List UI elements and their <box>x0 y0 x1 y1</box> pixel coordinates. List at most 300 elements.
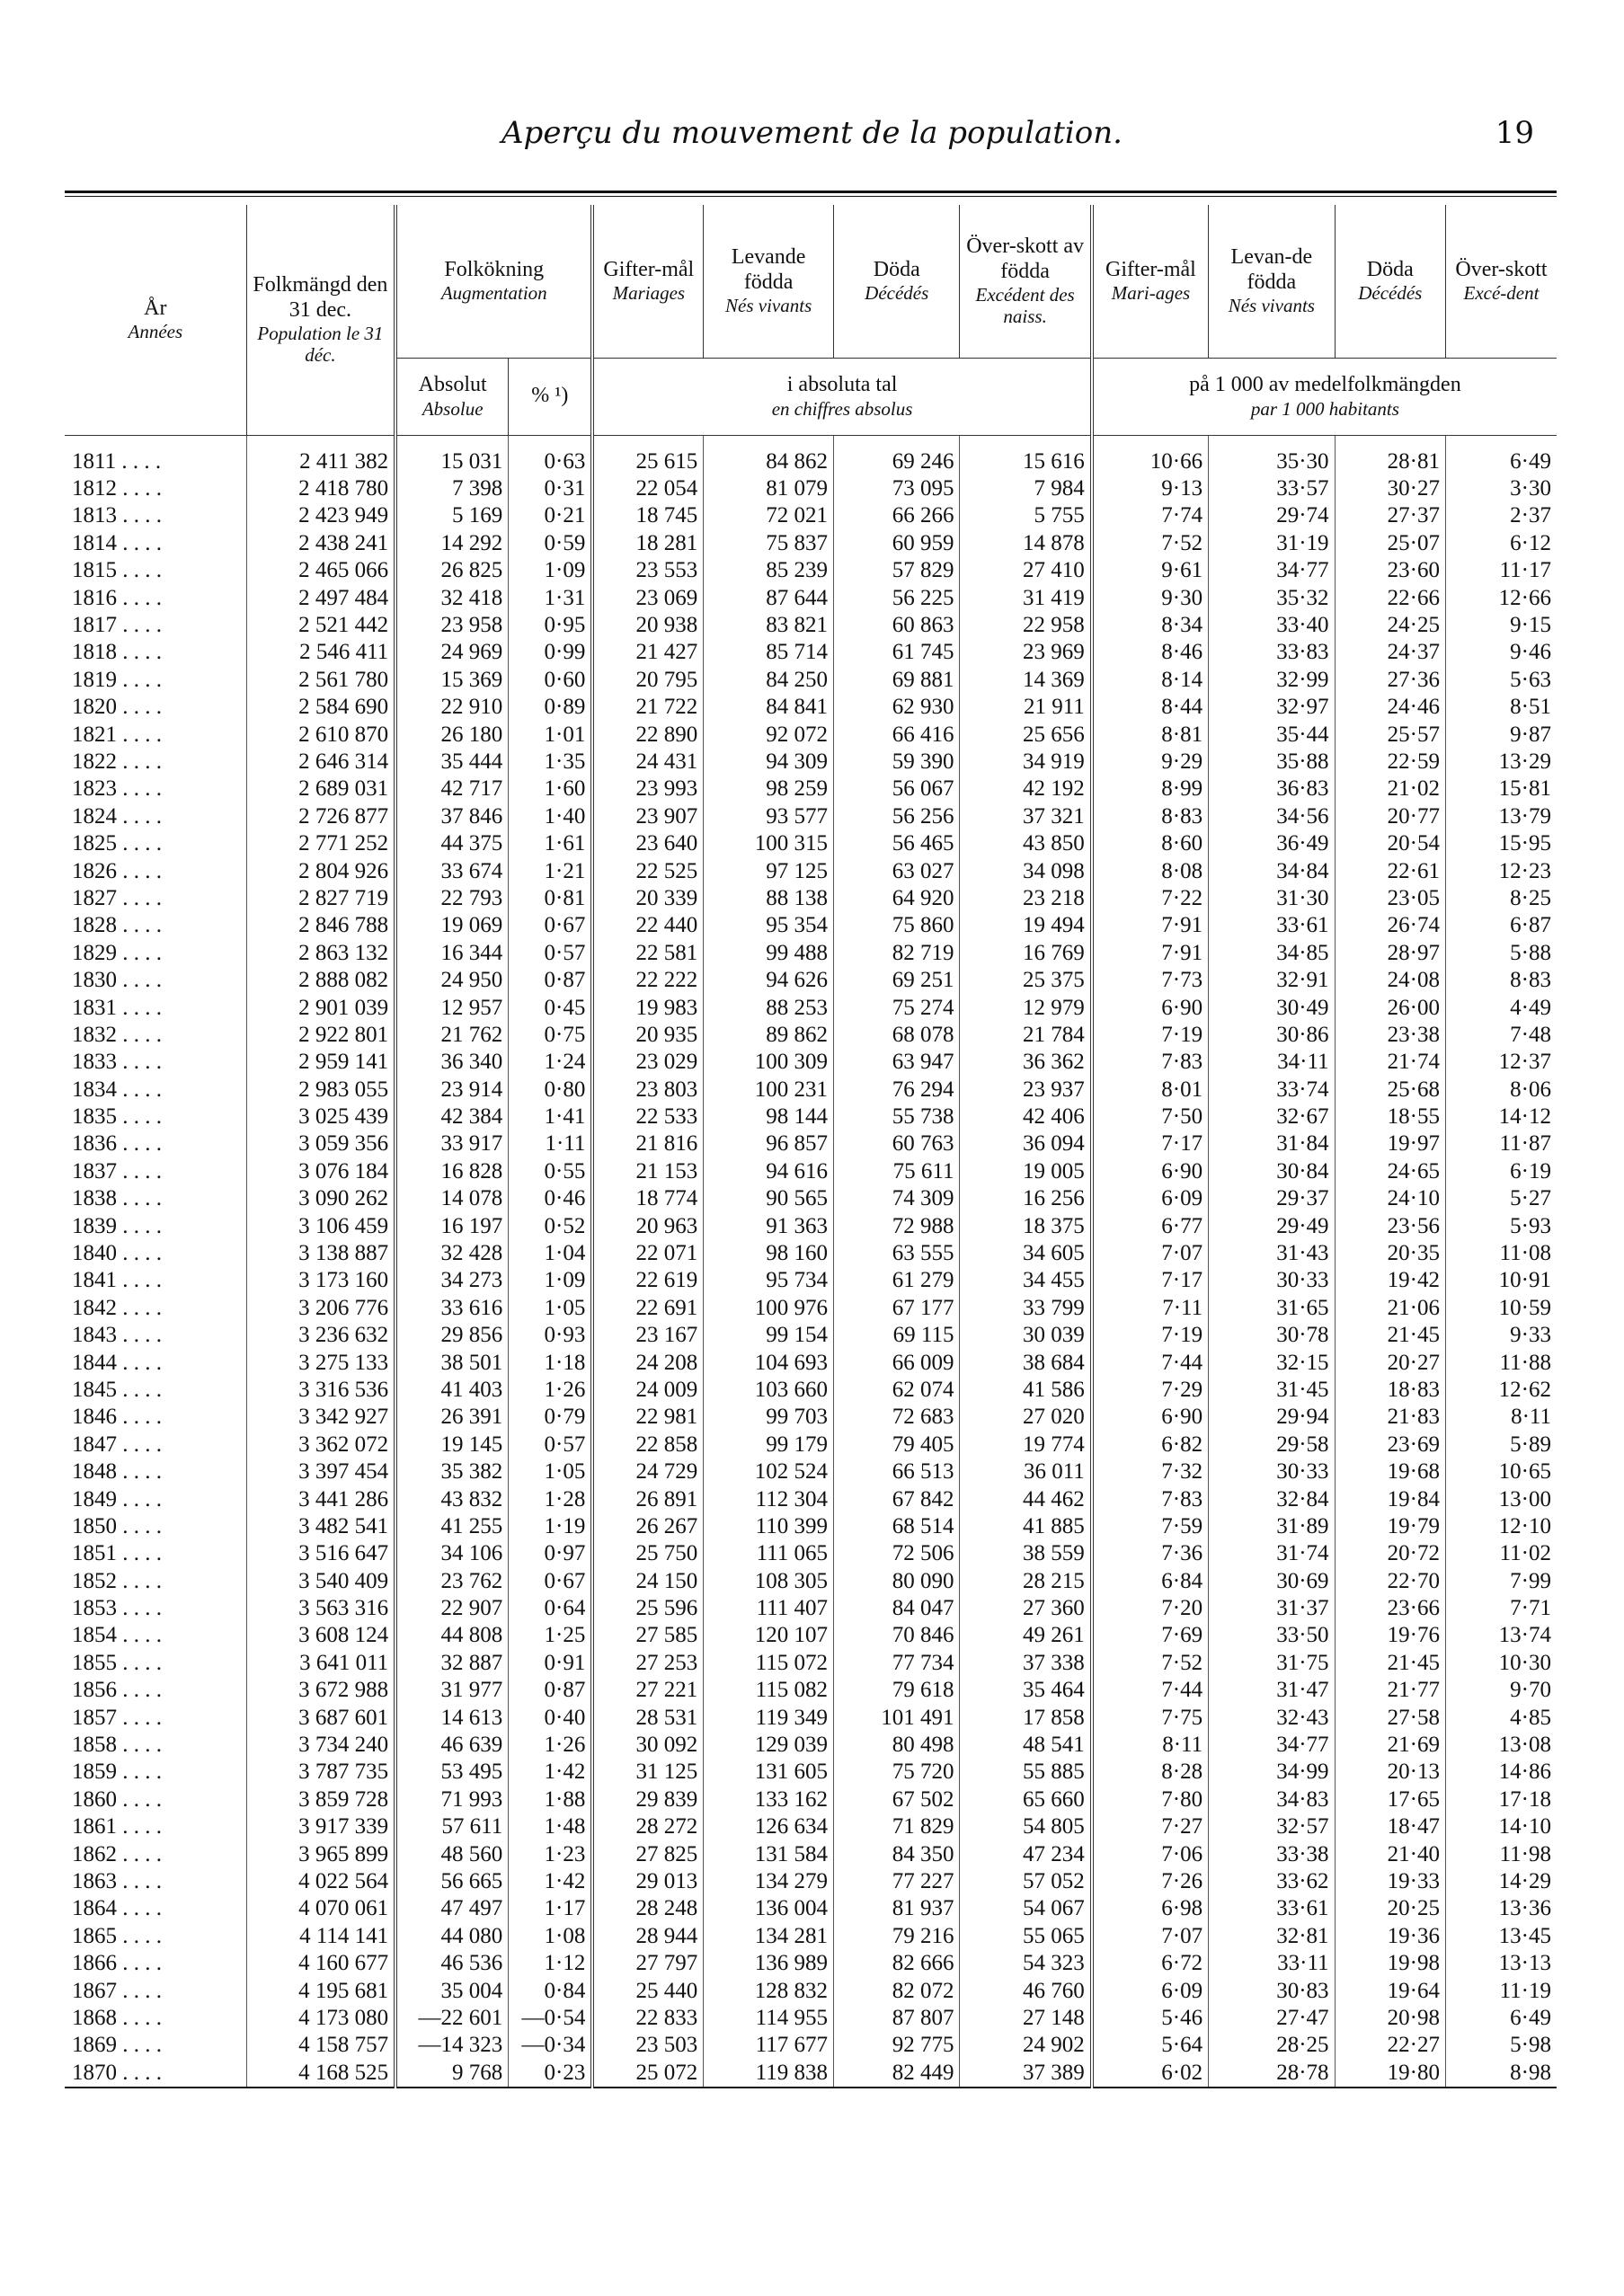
cell-births: 120 107 <box>704 1622 834 1649</box>
cell-increase-abs: 23 914 <box>395 1076 509 1103</box>
cell-births: 98 259 <box>704 776 834 802</box>
cell-excess: 54 805 <box>960 1813 1092 1840</box>
cell-rate-excess: 15·95 <box>1445 830 1557 857</box>
cell-rate-deaths: 19·36 <box>1335 1923 1445 1950</box>
cell-deaths: 71 829 <box>834 1813 960 1840</box>
cell-marriages: 27 253 <box>592 1650 703 1677</box>
cell-births: 83 821 <box>704 612 834 639</box>
cell-rate-deaths: 21·40 <box>1335 1840 1445 1867</box>
cell-increase-abs: 9 768 <box>395 2060 509 2088</box>
cell-year: 1856 . . . . <box>72 1678 162 1703</box>
cell-population: 3 076 184 <box>246 1158 395 1185</box>
cell-marriages: 22 890 <box>592 721 703 748</box>
cell-rate-births: 32·91 <box>1209 967 1335 994</box>
cell-increase-pct: 1·42 <box>509 1759 593 1786</box>
cell-population: 3 516 647 <box>246 1540 395 1567</box>
col-population-header: Folkmängd den 31 dec. Population le 31 déc. <box>246 205 395 435</box>
cell-rate-excess: 8·98 <box>1445 2060 1557 2088</box>
cell-rate-excess: 5·89 <box>1445 1432 1557 1458</box>
cell-increase-pct: 1·88 <box>509 1786 593 1813</box>
cell-rate-excess: 4·49 <box>1445 994 1557 1021</box>
cell-population: 2 423 949 <box>246 502 395 529</box>
cell-deaths: 82 719 <box>834 940 960 967</box>
population-table <box>65 205 1557 2088</box>
cell-births: 115 082 <box>704 1677 834 1704</box>
cell-rate-births: 32·97 <box>1209 694 1335 721</box>
cell-population: 3 138 887 <box>246 1240 395 1267</box>
table-row <box>65 639 1557 666</box>
cell-marriages: 18 281 <box>592 530 703 557</box>
cell-rate-excess: 6·49 <box>1445 2005 1557 2032</box>
table-row <box>65 1677 1557 1704</box>
cell-births: 94 309 <box>704 749 834 776</box>
cell-deaths: 63 027 <box>834 857 960 884</box>
cell-rate-excess: 13·74 <box>1445 1622 1557 1649</box>
cell-increase-pct: 1·26 <box>509 1732 593 1759</box>
cell-excess: 54 067 <box>960 1895 1092 1922</box>
cell-births: 102 524 <box>704 1458 834 1485</box>
cell-population: 3 787 735 <box>246 1759 395 1786</box>
cell-rate-births: 31·65 <box>1209 1295 1335 1322</box>
cell-year: 1845 . . . . <box>72 1377 162 1402</box>
cell-excess: 15 616 <box>960 435 1092 475</box>
cell-rate-deaths: 21·06 <box>1335 1295 1445 1322</box>
cell-increase-pct: 0·81 <box>509 885 593 912</box>
cell-increase-abs: 23 762 <box>395 1568 509 1595</box>
cell-births: 98 144 <box>704 1104 834 1130</box>
cell-rate-deaths: 21·77 <box>1335 1677 1445 1704</box>
cell-marriages: 20 795 <box>592 667 703 694</box>
cell-increase-abs: 26 180 <box>395 721 509 748</box>
cell-rate-deaths: 25·57 <box>1335 721 1445 748</box>
cell-rate-marriages: 8·01 <box>1092 1076 1209 1103</box>
cell-marriages: 29 013 <box>592 1868 703 1895</box>
cell-rate-marriages: 7·91 <box>1092 940 1209 967</box>
cell-increase-pct: 1·31 <box>509 584 593 611</box>
col-year-header: År Années <box>65 205 246 435</box>
table-row <box>65 940 1557 967</box>
cell-population: 3 025 439 <box>246 1104 395 1130</box>
cell-rate-marriages: 7·36 <box>1092 1540 1209 1567</box>
cell-rate-marriages: 9·30 <box>1092 584 1209 611</box>
cell-births: 94 616 <box>704 1158 834 1185</box>
cell-births: 131 605 <box>704 1759 834 1786</box>
cell-rate-excess: 12·66 <box>1445 584 1557 611</box>
table-row <box>65 1404 1557 1431</box>
cell-increase-abs: 33 674 <box>395 857 509 884</box>
cell-rate-excess: 8·06 <box>1445 1076 1557 1103</box>
cell-increase-abs: 38 501 <box>395 1349 509 1376</box>
cell-marriages: 22 833 <box>592 2005 703 2032</box>
cell-births: 95 354 <box>704 912 834 939</box>
cell-increase-abs: 33 616 <box>395 1295 509 1322</box>
cell-increase-pct: 1·21 <box>509 857 593 884</box>
cell-marriages: 21 816 <box>592 1130 703 1157</box>
cell-rate-deaths: 18·83 <box>1335 1377 1445 1404</box>
cell-rate-excess: 17·18 <box>1445 1786 1557 1813</box>
cell-increase-pct: 1·40 <box>509 803 593 830</box>
table-row <box>65 1513 1557 1540</box>
cell-rate-deaths: 19·79 <box>1335 1513 1445 1540</box>
cell-excess: 54 323 <box>960 1950 1092 1977</box>
cell-rate-marriages: 7·32 <box>1092 1458 1209 1485</box>
cell-increase-pct: 1·17 <box>509 1895 593 1922</box>
cell-rate-marriages: 8·08 <box>1092 857 1209 884</box>
cell-increase-abs: 35 004 <box>395 1977 509 2004</box>
cell-year: 1834 . . . . <box>72 1077 162 1102</box>
cell-population: 3 859 728 <box>246 1786 395 1813</box>
cell-excess: 17 858 <box>960 1704 1092 1731</box>
cell-rate-marriages: 6·84 <box>1092 1568 1209 1595</box>
cell-increase-pct: 0·40 <box>509 1704 593 1731</box>
cell-population: 3 173 160 <box>246 1267 395 1294</box>
cell-increase-abs: 22 907 <box>395 1595 509 1622</box>
cell-rate-marriages: 5·46 <box>1092 2005 1209 2032</box>
cell-rate-deaths: 26·74 <box>1335 912 1445 939</box>
table-row <box>65 667 1557 694</box>
cell-rate-deaths: 21·74 <box>1335 1049 1445 1076</box>
cell-rate-deaths: 24·25 <box>1335 612 1445 639</box>
cell-rate-excess: 13·45 <box>1445 1923 1557 1950</box>
cell-deaths: 82 666 <box>834 1950 960 1977</box>
cell-marriages: 24 208 <box>592 1349 703 1376</box>
table-row <box>65 612 1557 639</box>
cell-population: 3 641 011 <box>246 1650 395 1677</box>
cell-increase-pct: 0·95 <box>509 612 593 639</box>
col-rate-births-header: Levan-de födda Nés vivants <box>1209 205 1335 358</box>
cell-excess: 19 774 <box>960 1432 1092 1458</box>
cell-rate-births: 32·43 <box>1209 1704 1335 1731</box>
cell-rate-excess: 14·86 <box>1445 1759 1557 1786</box>
col-excess-header: Över-skott av födda Excédent des naiss. <box>960 205 1092 358</box>
cell-rate-deaths: 24·46 <box>1335 694 1445 721</box>
cell-marriages: 22 581 <box>592 940 703 967</box>
cell-increase-pct: 1·61 <box>509 830 593 857</box>
cell-population: 3 482 541 <box>246 1513 395 1540</box>
cell-rate-deaths: 19·42 <box>1335 1267 1445 1294</box>
cell-deaths: 63 555 <box>834 1240 960 1267</box>
cell-marriages: 20 938 <box>592 612 703 639</box>
cell-increase-abs: 44 080 <box>395 1923 509 1950</box>
cell-increase-abs: 56 665 <box>395 1868 509 1895</box>
cell-excess: 55 885 <box>960 1759 1092 1786</box>
cell-marriages: 24 009 <box>592 1377 703 1404</box>
cell-increase-pct: 0·67 <box>509 912 593 939</box>
table-row <box>65 1622 1557 1649</box>
cell-year: 1862 . . . . <box>72 1841 162 1866</box>
cell-increase-pct: 0·93 <box>509 1322 593 1349</box>
cell-population: 3 687 601 <box>246 1704 395 1731</box>
cell-excess: 14 369 <box>960 667 1092 694</box>
cell-population: 3 316 536 <box>246 1377 395 1404</box>
cell-rate-excess: 8·25 <box>1445 885 1557 912</box>
cell-births: 110 399 <box>704 1513 834 1540</box>
cell-rate-marriages: 8·44 <box>1092 694 1209 721</box>
cell-rate-marriages: 9·61 <box>1092 557 1209 584</box>
cell-rate-deaths: 20·13 <box>1335 1759 1445 1786</box>
cell-rate-marriages: 7·44 <box>1092 1349 1209 1376</box>
cell-rate-marriages: 7·19 <box>1092 1322 1209 1349</box>
cell-year: 1835 . . . . <box>72 1104 162 1130</box>
cell-rate-births: 34·83 <box>1209 1786 1335 1813</box>
cell-rate-marriages: 7·91 <box>1092 912 1209 939</box>
cell-rate-excess: 13·79 <box>1445 803 1557 830</box>
cell-births: 117 677 <box>704 2032 834 2059</box>
cell-population: 3 563 316 <box>246 1595 395 1622</box>
cell-deaths: 82 449 <box>834 2060 960 2088</box>
cell-marriages: 23 503 <box>592 2032 703 2059</box>
cell-population: 2 771 252 <box>246 830 395 857</box>
cell-deaths: 76 294 <box>834 1076 960 1103</box>
cell-marriages: 24 150 <box>592 1568 703 1595</box>
cell-deaths: 56 256 <box>834 803 960 830</box>
cell-rate-marriages: 7·17 <box>1092 1267 1209 1294</box>
cell-increase-abs: 5 169 <box>395 502 509 529</box>
cell-increase-pct: 0·57 <box>509 1432 593 1458</box>
cell-increase-abs: 12 957 <box>395 994 509 1021</box>
cell-rate-deaths: 20·98 <box>1335 2005 1445 2032</box>
cell-year: 1860 . . . . <box>72 1786 162 1812</box>
cell-increase-pct: 1·01 <box>509 721 593 748</box>
cell-increase-abs: 42 717 <box>395 776 509 802</box>
table-row <box>65 994 1557 1021</box>
cell-rate-marriages: 7·44 <box>1092 1677 1209 1704</box>
page-number: 19 <box>1495 115 1534 151</box>
cell-excess: 43 850 <box>960 830 1092 857</box>
cell-rate-marriages: 7·11 <box>1092 1295 1209 1322</box>
cell-excess: 25 656 <box>960 721 1092 748</box>
cell-increase-pct: 0·23 <box>509 2060 593 2088</box>
cell-rate-excess: 4·85 <box>1445 1704 1557 1731</box>
cell-excess: 48 541 <box>960 1732 1092 1759</box>
cell-year: 1814 . . . . <box>72 530 162 555</box>
cell-deaths: 66 009 <box>834 1349 960 1376</box>
table-row <box>65 1759 1557 1786</box>
cell-rate-excess: 3·30 <box>1445 475 1557 502</box>
cell-year: 1865 . . . . <box>72 1923 162 1948</box>
cell-rate-excess: 11·02 <box>1445 1540 1557 1567</box>
cell-deaths: 66 416 <box>834 721 960 748</box>
cell-rate-births: 33·57 <box>1209 475 1335 502</box>
cell-rate-births: 28·25 <box>1209 2032 1335 2059</box>
cell-marriages: 24 431 <box>592 749 703 776</box>
cell-rate-marriages: 7·22 <box>1092 885 1209 912</box>
cell-rate-deaths: 20·27 <box>1335 1349 1445 1376</box>
cell-births: 91 363 <box>704 1212 834 1239</box>
cell-deaths: 60 763 <box>834 1130 960 1157</box>
table-row <box>65 1840 1557 1867</box>
cell-rate-births: 29·94 <box>1209 1404 1335 1431</box>
cell-rate-births: 31·74 <box>1209 1540 1335 1567</box>
cell-rate-births: 35·44 <box>1209 721 1335 748</box>
table-row <box>65 1950 1557 1977</box>
cell-rate-deaths: 23·38 <box>1335 1022 1445 1049</box>
table-row <box>65 1212 1557 1239</box>
cell-rate-births: 34·85 <box>1209 940 1335 967</box>
cell-marriages: 27 825 <box>592 1840 703 1867</box>
cell-rate-deaths: 28·81 <box>1335 435 1445 475</box>
cell-increase-pct: 1·23 <box>509 1840 593 1867</box>
cell-increase-pct: 1·35 <box>509 749 593 776</box>
cell-rate-excess: 5·27 <box>1445 1185 1557 1212</box>
cell-increase-abs: 16 344 <box>395 940 509 967</box>
cell-rate-births: 31·43 <box>1209 1240 1335 1267</box>
cell-rate-excess: 10·91 <box>1445 1267 1557 1294</box>
cell-deaths: 57 829 <box>834 557 960 584</box>
cell-excess: 37 389 <box>960 2060 1092 2088</box>
cell-rate-deaths: 18·55 <box>1335 1104 1445 1130</box>
cell-deaths: 67 842 <box>834 1485 960 1512</box>
cell-deaths: 63 947 <box>834 1049 960 1076</box>
table-row <box>65 1977 1557 2004</box>
cell-increase-abs: 43 832 <box>395 1485 509 1512</box>
cell-increase-pct: 0·89 <box>509 694 593 721</box>
cell-year: 1839 . . . . <box>72 1213 162 1238</box>
cell-excess: 7 984 <box>960 475 1092 502</box>
cell-rate-marriages: 7·27 <box>1092 1813 1209 1840</box>
cell-rate-marriages: 8·11 <box>1092 1732 1209 1759</box>
cell-births: 104 693 <box>704 1349 834 1376</box>
cell-excess: 33 799 <box>960 1295 1092 1322</box>
cell-increase-abs: 19 145 <box>395 1432 509 1458</box>
cell-increase-pct: 0·57 <box>509 940 593 967</box>
cell-excess: 30 039 <box>960 1322 1092 1349</box>
cell-population: 2 983 055 <box>246 1076 395 1103</box>
cell-rate-excess: 10·59 <box>1445 1295 1557 1322</box>
cell-rate-excess: 11·08 <box>1445 1240 1557 1267</box>
cell-year: 1863 . . . . <box>72 1869 162 1893</box>
cell-increase-abs: 16 828 <box>395 1158 509 1185</box>
cell-births: 136 989 <box>704 1950 834 1977</box>
cell-deaths: 92 775 <box>834 2032 960 2059</box>
cell-increase-pct: 0·91 <box>509 1650 593 1677</box>
cell-rate-marriages: 7·50 <box>1092 1104 1209 1130</box>
cell-deaths: 80 090 <box>834 1568 960 1595</box>
cell-deaths: 61 745 <box>834 639 960 666</box>
cell-year: 1846 . . . . <box>72 1405 162 1430</box>
cell-rate-births: 30·84 <box>1209 1158 1335 1185</box>
cell-rate-marriages: 6·09 <box>1092 1185 1209 1212</box>
cell-excess: 34 098 <box>960 857 1092 884</box>
cell-deaths: 72 683 <box>834 1404 960 1431</box>
cell-population: 2 584 690 <box>246 694 395 721</box>
cell-year: 1812 . . . . <box>72 476 162 501</box>
cell-births: 98 160 <box>704 1240 834 1267</box>
cell-year: 1843 . . . . <box>72 1323 162 1348</box>
cell-increase-pct: 0·46 <box>509 1185 593 1212</box>
cell-marriages: 26 891 <box>592 1485 703 1512</box>
col-increase-pct-header: % ¹) <box>509 358 593 435</box>
cell-marriages: 22 525 <box>592 857 703 884</box>
cell-marriages: 22 222 <box>592 967 703 994</box>
cell-excess: 36 094 <box>960 1130 1092 1157</box>
cell-marriages: 23 993 <box>592 776 703 802</box>
cell-births: 103 660 <box>704 1377 834 1404</box>
cell-excess: 5 755 <box>960 502 1092 529</box>
cell-year: 1826 . . . . <box>72 858 162 883</box>
cell-increase-abs: 22 793 <box>395 885 509 912</box>
cell-deaths: 101 491 <box>834 1704 960 1731</box>
cell-increase-abs: 29 856 <box>395 1322 509 1349</box>
cell-increase-pct: 1·18 <box>509 1349 593 1376</box>
cell-births: 100 315 <box>704 830 834 857</box>
cell-population: 4 022 564 <box>246 1868 395 1895</box>
cell-marriages: 25 615 <box>592 435 703 475</box>
table-body <box>65 435 1557 2088</box>
cell-births: 131 584 <box>704 1840 834 1867</box>
cell-year: 1818 . . . . <box>72 640 162 665</box>
cell-births: 87 644 <box>704 584 834 611</box>
cell-marriages: 31 125 <box>592 1759 703 1786</box>
cell-population: 3 206 776 <box>246 1295 395 1322</box>
cell-population: 3 236 632 <box>246 1322 395 1349</box>
cell-births: 89 862 <box>704 1022 834 1049</box>
cell-rate-excess: 14·29 <box>1445 1868 1557 1895</box>
cell-marriages: 25 750 <box>592 1540 703 1567</box>
cell-deaths: 77 734 <box>834 1650 960 1677</box>
cell-population: 2 804 926 <box>246 857 395 884</box>
cell-rate-excess: 10·65 <box>1445 1458 1557 1485</box>
col-births-header: Levande födda Nés vivants <box>704 205 834 358</box>
table-row <box>65 776 1557 802</box>
cell-rate-marriages: 7·75 <box>1092 1704 1209 1731</box>
cell-rate-marriages: 5·64 <box>1092 2032 1209 2059</box>
cell-population: 3 672 988 <box>246 1677 395 1704</box>
cell-year: 1823 . . . . <box>72 776 162 802</box>
cell-rate-marriages: 8·28 <box>1092 1759 1209 1786</box>
cell-marriages: 23 167 <box>592 1322 703 1349</box>
cell-marriages: 22 071 <box>592 1240 703 1267</box>
cell-deaths: 80 498 <box>834 1732 960 1759</box>
cell-excess: 18 375 <box>960 1212 1092 1239</box>
cell-marriages: 28 531 <box>592 1704 703 1731</box>
cell-increase-abs: 15 031 <box>395 435 509 475</box>
cell-population: 2 465 066 <box>246 557 395 584</box>
cell-marriages: 22 619 <box>592 1267 703 1294</box>
cell-increase-pct: 1·08 <box>509 1923 593 1950</box>
top-rule <box>65 191 1557 193</box>
cell-rate-deaths: 20·25 <box>1335 1895 1445 1922</box>
cell-year: 1840 . . . . <box>72 1241 162 1266</box>
cell-rate-deaths: 20·35 <box>1335 1240 1445 1267</box>
cell-year: 1836 . . . . <box>72 1131 162 1157</box>
cell-population: 2 959 141 <box>246 1049 395 1076</box>
cell-marriages: 27 797 <box>592 1950 703 1977</box>
cell-population: 3 106 459 <box>246 1212 395 1239</box>
cell-deaths: 79 216 <box>834 1923 960 1950</box>
cell-excess: 21 784 <box>960 1022 1092 1049</box>
cell-increase-pct: 1·04 <box>509 1240 593 1267</box>
cell-rate-deaths: 24·37 <box>1335 639 1445 666</box>
cell-deaths: 75 274 <box>834 994 960 1021</box>
cell-rate-deaths: 27·37 <box>1335 502 1445 529</box>
cell-rate-births: 30·83 <box>1209 1977 1335 2004</box>
cell-births: 95 734 <box>704 1267 834 1294</box>
cell-population: 2 726 877 <box>246 803 395 830</box>
cell-births: 84 841 <box>704 694 834 721</box>
cell-population: 2 561 780 <box>246 667 395 694</box>
table-row <box>65 1786 1557 1813</box>
cell-rate-births: 29·37 <box>1209 1185 1335 1212</box>
cell-rate-marriages: 7·17 <box>1092 1130 1209 1157</box>
cell-births: 111 407 <box>704 1595 834 1622</box>
table-row <box>65 1458 1557 1485</box>
cell-rate-births: 33·62 <box>1209 1868 1335 1895</box>
cell-increase-abs: 19 069 <box>395 912 509 939</box>
cell-rate-births: 34·99 <box>1209 1759 1335 1786</box>
cell-population: 3 734 240 <box>246 1732 395 1759</box>
cell-increase-abs: 42 384 <box>395 1104 509 1130</box>
